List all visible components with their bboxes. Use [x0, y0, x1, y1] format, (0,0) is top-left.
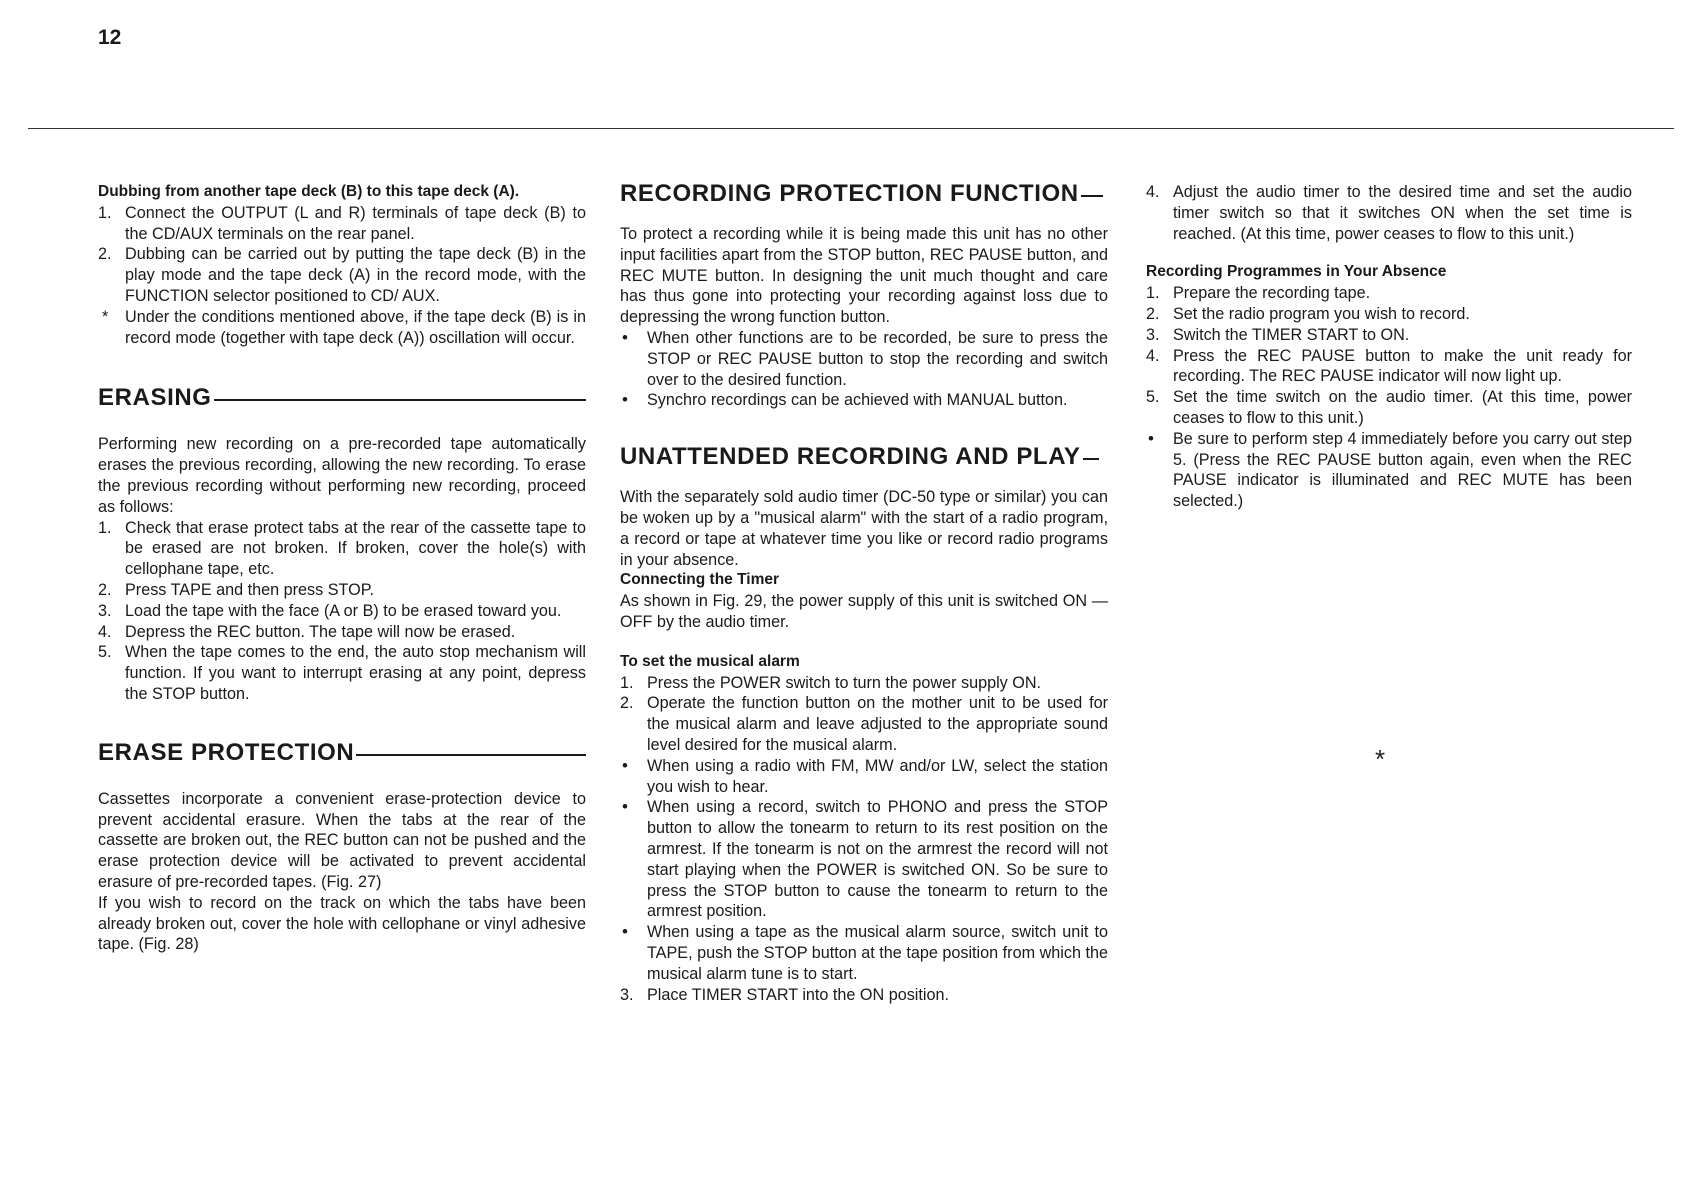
item-text: Prepare the recording tape. [1173, 284, 1371, 303]
item-marker: 4. [98, 622, 112, 641]
list-item [98, 601, 586, 622]
column-left [98, 182, 586, 955]
list-item [98, 642, 586, 704]
section-title-text: UNATTENDED RECORDING AND PLAY [620, 443, 1081, 471]
list-item [1146, 346, 1632, 388]
absence-heading: Recording Programmes in Your Absence [1146, 263, 1447, 281]
bullet-marker: • [622, 922, 628, 942]
item-text: Dubbing can be carried out by putting the tape deck (B) in the play mode and the tape deck (A) in the record mode, with the FUNCTION selector positioned to CD/ AUX. [125, 245, 586, 305]
item-marker: 2. [1146, 304, 1160, 323]
recording-protection-intro: To protect a recording while it is being made this unit has no other input facilities apart from the STOP button, REC PAUSE button, and REC MUTE button. In designing the unit much thought and care has thus gone into protecting your recording against loss due to depressing the wrong function button. [620, 225, 1108, 327]
item-text: Check that erase protect tabs at the rear of the cassette tape to be erased are not broken. If broken, cover the hole(s) with cellophane tape, etc. [125, 518, 586, 579]
title-rule [1081, 195, 1103, 197]
list-item [1146, 283, 1632, 304]
item-marker: 1. [620, 673, 634, 692]
list-item [620, 390, 1108, 411]
item-text: When other functions are to be recorded, be sure to press the STOP or REC PAUSE button to stop the recording and switch over to the desired function. [647, 328, 1108, 389]
item-text: Press the POWER switch to turn the power supply ON. [647, 673, 1042, 692]
item-marker: 2. [620, 694, 634, 713]
item-text: Connect the OUTPUT (L and R) terminals of tape deck (B) to the CD/AUX terminals on the rear panel. [125, 203, 586, 243]
list-item [620, 673, 1108, 694]
unattended-intro: With the separately sold audio timer (DC-50 type or similar) you can be woken up by a "musical alarm" with the start of a radio program, a record or tape at whatever time you like or record radio programs in your absence. [620, 488, 1108, 569]
header-rule [28, 128, 1674, 129]
item-marker: 1. [98, 203, 112, 222]
item-text: Adjust the audio timer to the desired time and set the audio timer switch so that it switches ON when the set time is reached. (At this time, power ceases to flow to this unit.) [1173, 183, 1632, 243]
page-number: 12 [98, 26, 122, 49]
list-item [98, 307, 586, 349]
bullet-marker: • [622, 327, 628, 347]
item-marker: 2. [98, 580, 112, 599]
musical-alarm-heading: To set the musical alarm [620, 652, 800, 670]
list-item [98, 518, 586, 580]
list-item [620, 756, 1108, 798]
item-text: Operate the function button on the mother unit to be used for the musical alarm and leave adjusted to the appropriate sound level desired for the musical alarm. [647, 694, 1108, 754]
item-marker: 1. [98, 518, 112, 537]
dubbing-heading: Dubbing from another tape deck (B) to this tape deck (A). [98, 183, 520, 200]
item-marker: 3. [1146, 325, 1160, 344]
item-text: Switch the TIMER START to ON. [1173, 325, 1410, 344]
item-text: Synchro recordings can be achieved with MANUAL button. [647, 391, 1068, 410]
list-item [620, 693, 1108, 755]
connecting-timer-text: As shown in Fig. 29, the power supply of this unit is switched ON — OFF by the audio timer. [620, 592, 1108, 631]
item-marker: 4. [1146, 183, 1160, 201]
section-title-text: ERASING [98, 384, 212, 412]
item-marker: * [102, 307, 109, 326]
bullet-marker: • [622, 755, 628, 775]
item-text: Load the tape with the face (A or B) to be erased toward you. [125, 601, 562, 620]
section-title-text: ERASE PROTECTION [98, 738, 355, 766]
erase-protection-para-1: Cassettes incorporate a convenient erase-protection device to prevent accidental erasure. When the tabs at the rear of the cassette are broken out, the REC button can not be pushed and the erase protection device will be activated to prevent accidental erasure of pre-recorded tapes. (Fig. 27) [98, 789, 586, 891]
item-text: Set the radio program you wish to record. [1173, 304, 1470, 323]
erase-protection-section-title [98, 739, 586, 767]
column-middle [620, 180, 1108, 1005]
title-rule [356, 754, 586, 756]
asterisk-mark: * [1375, 744, 1386, 774]
list-item [620, 922, 1108, 984]
recording-protection-section-title [620, 180, 1108, 208]
unattended-section-title [620, 443, 1108, 471]
column-right [1146, 182, 1632, 512]
item-marker: 3. [98, 601, 112, 620]
item-marker: 3. [620, 985, 634, 1004]
list-item [1146, 304, 1632, 325]
continued-steps [1146, 182, 1632, 244]
section-title-text: RECORDING PROTECTION FUNCTION [620, 180, 1079, 207]
item-text: Place TIMER START into the ON position. [647, 985, 949, 1004]
absence-steps [1146, 283, 1632, 512]
item-text: Set the time switch on the audio timer. (At this time, power ceases to flow to this unit.) [1173, 388, 1632, 427]
bullet-marker: • [622, 390, 628, 410]
item-text: Press the REC PAUSE button to make the unit ready for recording. The REC PAUSE indicator will now light up. [1173, 346, 1632, 386]
list-item [1146, 387, 1632, 429]
erase-protection-para-2: If you wish to record on the track on which the tabs have been already broken out, cover the hole with cellophane or vinyl adhesive tape. (Fig. 28) [98, 893, 586, 954]
item-text: Under the conditions mentioned above, if the tape deck (B) is in record mode (together with tape deck (A)) oscillation will occur. [125, 307, 586, 347]
title-rule [1083, 458, 1099, 460]
item-text: When the tape comes to the end, the auto stop mechanism will function. If you want to interrupt erasing at any point, depress the STOP button. [125, 643, 586, 703]
item-marker: 5. [98, 643, 112, 662]
list-item [1146, 182, 1632, 244]
dubbing-steps [98, 203, 586, 349]
list-item [620, 797, 1108, 922]
item-marker: 5. [1146, 388, 1160, 407]
title-rule [214, 399, 586, 401]
item-text: Be sure to perform step 4 immediately before you carry out step 5. (Press the REC PAUSE button again, even when the REC PAUSE indicator is illuminated and REC MUTE has been selected.) [1173, 429, 1632, 511]
list-item [1146, 325, 1632, 346]
list-item [98, 203, 586, 245]
bullet-marker: • [1148, 428, 1154, 448]
erasing-steps [98, 518, 586, 705]
erasing-intro: Performing new recording on a pre-recorded tape automatically erases the previous recording, allowing the new recording. To erase the previous recording without performing new recording, proceed as follows: [98, 435, 586, 516]
item-text: When using a tape as the musical alarm source, switch unit to TAPE, push the STOP button at the tape position from which the musical alarm tune is to start. [647, 923, 1108, 983]
item-marker: 2. [98, 245, 112, 264]
musical-alarm-steps [620, 673, 1108, 1006]
item-text: Depress the REC button. The tape will now be erased. [125, 622, 516, 641]
list-item [98, 244, 586, 306]
item-marker: 4. [1146, 346, 1160, 365]
list-item [98, 580, 586, 601]
list-item [1146, 429, 1632, 512]
erasing-section-title [98, 384, 586, 412]
bullet-marker: • [622, 797, 628, 817]
connecting-timer-heading: Connecting the Timer [620, 571, 780, 589]
list-item [620, 328, 1108, 390]
item-text: When using a radio with FM, MW and/or LW, select the station you wish to hear. [647, 756, 1108, 796]
recording-protection-notes [620, 328, 1108, 411]
list-item [98, 622, 586, 643]
item-marker: 1. [1146, 284, 1160, 303]
item-text: When using a record, switch to PHONO and press the STOP button to allow the tonearm to return to its rest position on the armrest. If the tonearm is not on the armrest the record will not start playing when the POWER is switched ON. So be sure to press the STOP button to cause the tonearm to return to the armrest position. [647, 798, 1108, 921]
item-text: Press TAPE and then press STOP. [125, 580, 374, 599]
list-item [620, 985, 1108, 1006]
